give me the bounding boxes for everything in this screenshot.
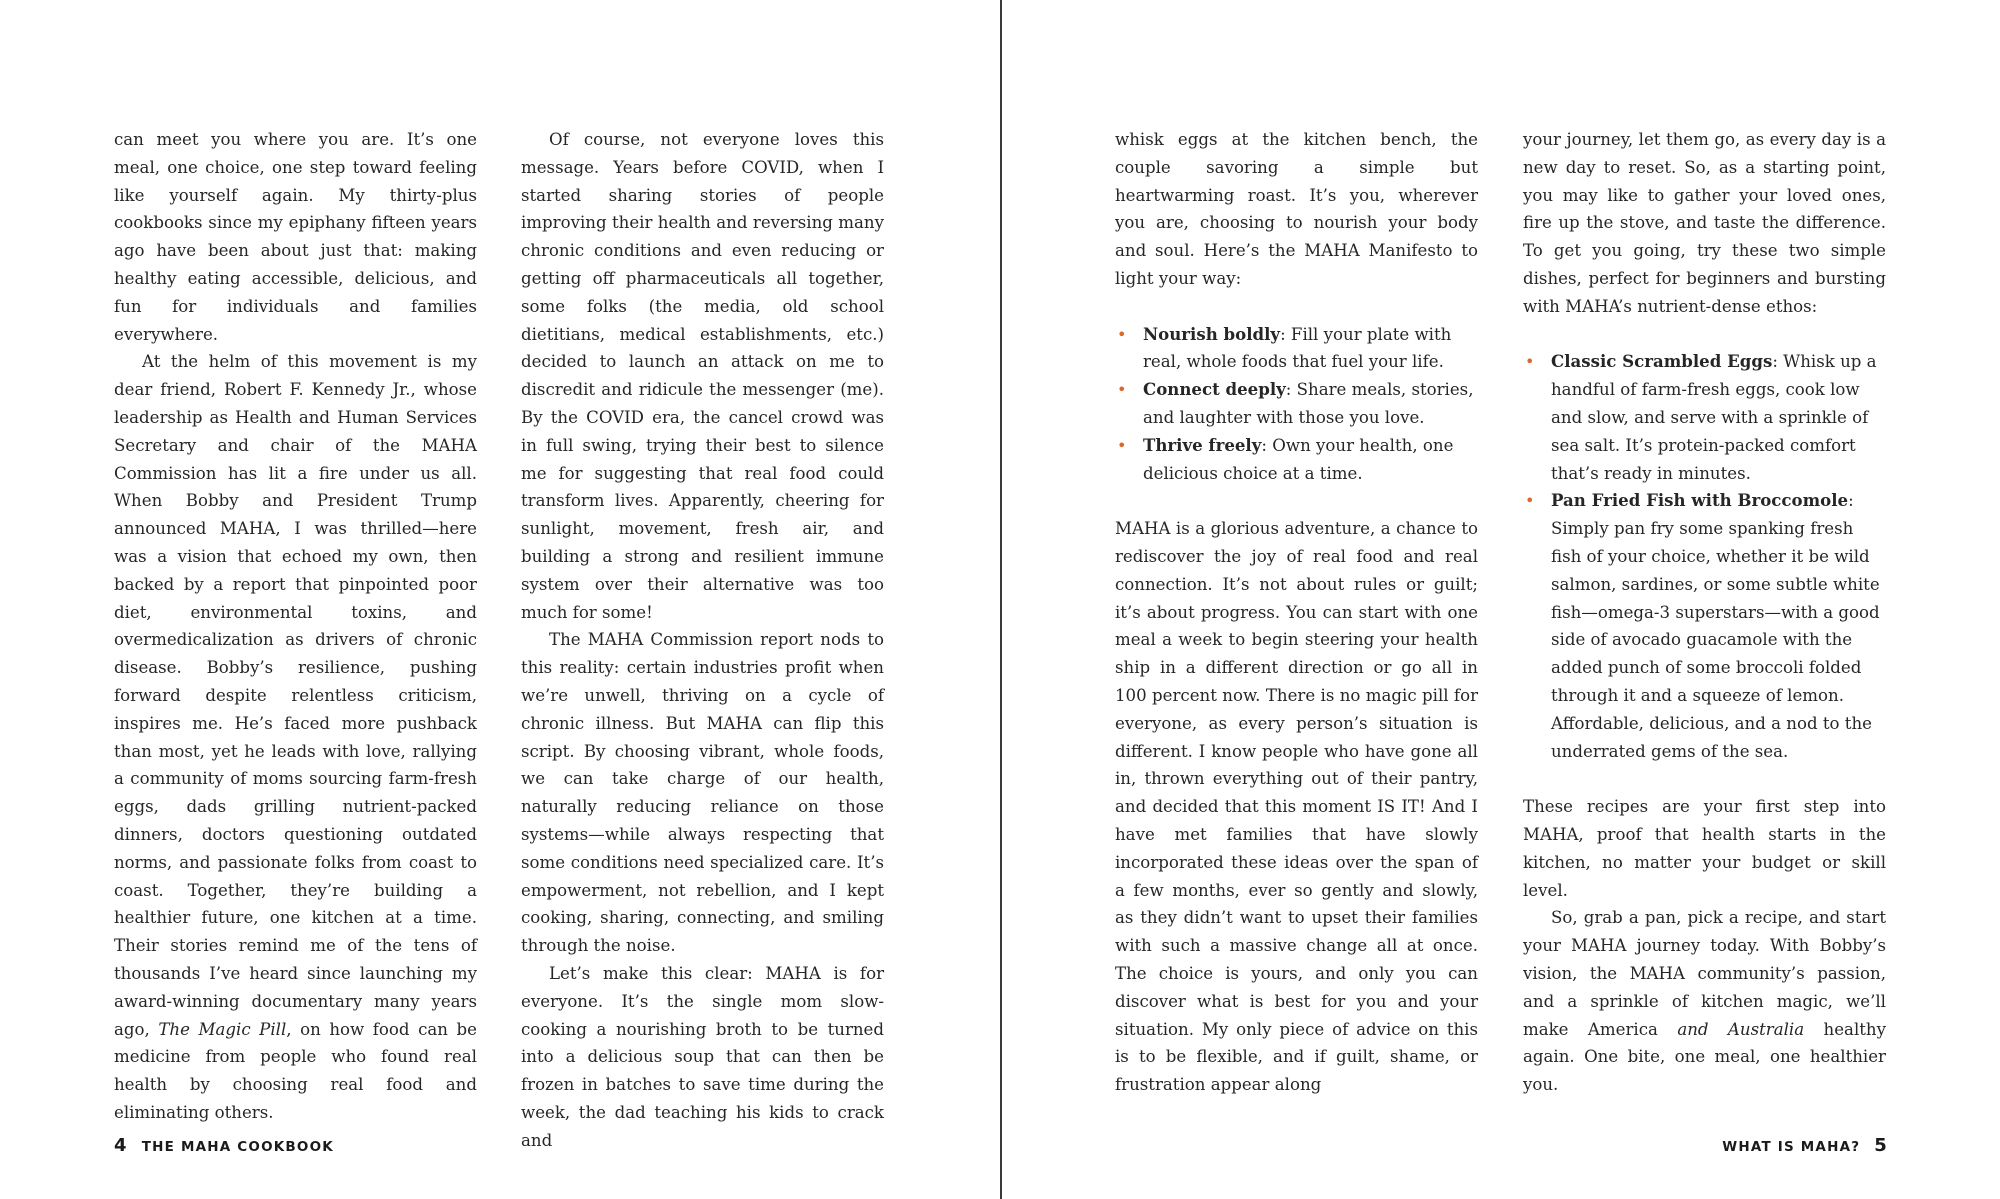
paragraph: MAHA is a glorious adventure, a chance to rediscover the joy of real food and real connection. It’s not about rules or guilt; it’s about progress. You can start with one meal a week to begin steering your health ship in a different direction or go all in 100 percent now. There is no magic pill for everyone, as every person’s situation is different. I know people who have gone all in, thrown everything out of their pantry, and decided that this moment IS IT! And I have met families that have slowly incorporated these ideas over the span of a few months, ever so gently and slowly, as they didn’t want to upset their families with such a massive change all at once. The choice is yours, and only you can discover what is best for you and your situation. My only piece of advice on this is to be flexible, and if guilt, shame, or frustration appear along — [1115, 519, 1478, 1095]
manifesto-list — [1115, 321, 1478, 488]
paragraph: your journey, let them go, as every day is a new day to reset. So, as a starting point, you may like to gather your loved ones, fire up the stove, and taste the difference. To get you going, try these two simple dishes, perfect for beginners and bursting with MAHA’s nutrient-dense ethos: — [1523, 130, 1886, 316]
paragraph: These recipes are your first step into MAHA, proof that health starts in the kitchen, no matter your budget or skill level. — [1523, 797, 1886, 900]
running-head: WHAT IS MAHA? — [1722, 1139, 1861, 1155]
paragraph: Of course, not everyone loves this message. Years before COVID, when I started sharing stories of people improving their health and reversing many chronic conditions and even reducing or getting off pharmaceuticals all together, some folks (the media, old school dietitians, medical establishments, etc.) decided to launch an attack on me to discredit and ridicule the messenger (me). By the COVID era, the cancel crowd was in full swing, trying their best to silence me for suggesting that real food could transform lives. Apparently, cheering for sunlight, movement, fresh air, and building a strong and resilient immune system over their alternative was too much for some! — [521, 130, 884, 622]
paragraph: So, grab a pan, pick a recipe, and start your MAHA journey today. With Bobby’s vision, the MAHA community’s passion, and a sprinkle of kitchen magic, we’ll make America and Australia healthy again. One bite, one meal, one healthier you. — [1523, 908, 1886, 1095]
list-item: • Connect deeply: Share meals, stories, and laughter with those you love. — [1115, 376, 1478, 432]
left-page-column-2 — [521, 126, 884, 1154]
page-gutter-line — [1000, 0, 1002, 1199]
bullet-icon: • — [1525, 491, 1535, 511]
paragraph: The MAHA Commission report nods to this reality: certain industries profit when we’re unwell, thriving on a cycle of chronic illness. But MAHA can flip this script. By choosing vibrant, whole foods, we can take charge of our health, naturally reducing reliance on those systems—while always respecting that some conditions need specialized care. It’s empowerment, not rebellion, and I kept cooking, sharing, connecting, and smiling through the noise. — [521, 630, 884, 956]
paragraph: can meet you where you are. It’s one meal, one choice, one step toward feeling like yourself again. My thirty-plus cookbooks since my epiphany fifteen years ago have been about just that: making healthy eating accessible, delicious, and fun for individuals and families everywhere. — [114, 130, 477, 344]
paragraph: At the helm of this movement is my dear friend, Robert F. Kennedy Jr., whose leadership as Health and Human Services Secretary and chair of the MAHA Commission has lit a fire under us all. When Bobby and President Trump announced MAHA, I was thrilled—here was a vision that echoed my own, then backed by a report that pinpointed poor diet, environmental toxins, and overmedicalization as drivers of chronic disease. Bobby’s resilience, pushing forward despite relentless criticism, inspires me. He’s faced more pushback than most, yet he leads with love, rallying a community of moms sourcing farm-fresh eggs, dads grilling nutrient-packed dinners, doctors questioning outdated norms, and passionate folks from coast to coast. Together, they’re building a healthier future, one kitchen at a time. Their stories remind me of the tens of thousands I’ve heard since launching my award-winning documentary many years ago, The Magic Pill, on how food can be medicine from people who found real health by choosing real food and eliminating others. — [114, 352, 477, 1122]
list-item: • Thrive freely: Own your health, one delicious choice at a time. — [1115, 432, 1478, 488]
list-item: • Classic Scrambled Eggs: Whisk up a handful of farm-fresh eggs, cook low and slow, and serve with a sprinkle of sea salt. It’s protein-packed comfort that’s ready in minutes. — [1523, 348, 1886, 487]
recipe-list — [1523, 348, 1886, 765]
bullet-icon: • — [1117, 324, 1127, 344]
film-title: The Magic Pill — [158, 1019, 287, 1039]
right-page-column-1 — [1115, 126, 1478, 1099]
emphasis: and Australia — [1677, 1019, 1805, 1039]
right-page-footer — [1722, 1135, 1888, 1156]
bullet-icon: • — [1117, 435, 1127, 455]
list-item: • Pan Fried Fish with Broccomole: Simply pan fry some spanking fresh fish of your choice, whether it be wild salmon, sardines, or some subtle white fish—omega-3 superstars—with a good side of avocado guacamole with the added punch of some broccoli folded through it and a squeeze of lemon. Affordable, delicious, and a nod to the underrated gems of the sea. — [1523, 487, 1886, 765]
right-page-column-2 — [1523, 126, 1886, 1099]
left-page-footer — [114, 1135, 334, 1156]
left-page-column-1 — [114, 126, 477, 1127]
bullet-icon: • — [1117, 380, 1127, 400]
page-number: 4 — [114, 1135, 128, 1156]
paragraph: Let’s make this clear: MAHA is for everyone. It’s the single mom slow-cooking a nourishing broth to be turned into a delicious soup that can then be frozen in batches to save time during the week, the dad teaching his kids to crack and — [521, 963, 884, 1150]
list-item: • Nourish boldly: Fill your plate with real, whole foods that fuel your life. — [1115, 321, 1478, 377]
paragraph: whisk eggs at the kitchen bench, the couple savoring a simple but heartwarming roast. It’s you, wherever you are, choosing to nourish your body and soul. Here’s the MAHA Manifesto to light your way: — [1115, 130, 1478, 288]
bullet-icon: • — [1525, 352, 1535, 372]
running-head: THE MAHA COOKBOOK — [141, 1139, 334, 1155]
page-number: 5 — [1874, 1135, 1888, 1156]
